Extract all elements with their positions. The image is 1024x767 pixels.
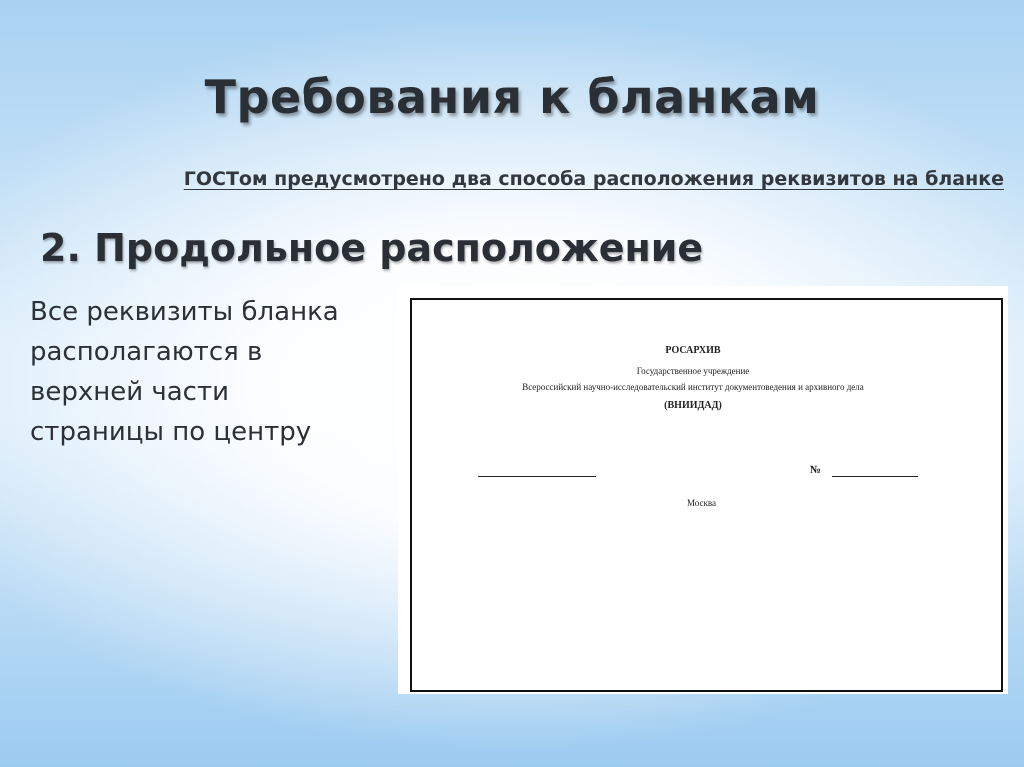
slide-title: Требования к бланкам <box>204 70 820 124</box>
org-full-name: Всероссийский научно-исследовательский институт документоведения и архивного дела <box>522 382 864 392</box>
letterhead-frame <box>410 298 1003 690</box>
section-heading: 2. Продольное расположение <box>40 226 704 270</box>
body-line: страницы по центру <box>30 417 312 447</box>
body-line: Все реквизиты бланка <box>30 297 339 327</box>
org-type: Государственное учреждение <box>636 366 750 376</box>
letterhead-bottom-border <box>410 690 1003 692</box>
number-sign: № <box>810 464 822 476</box>
date-field-line <box>478 476 596 477</box>
org-short-name: РОСАРХИВ <box>665 345 721 356</box>
body-line: верхней части <box>30 377 229 407</box>
slide-subtitle: ГОСТом предусмотрено два способа расположения реквизитов на бланке <box>183 168 1004 190</box>
body-text <box>30 292 390 452</box>
body-line: располагаются в <box>30 337 263 367</box>
org-abbreviation: (ВНИИДАД) <box>664 400 722 411</box>
city-name: Москва <box>687 498 716 508</box>
number-field-line <box>832 476 918 477</box>
letterhead-sample-image <box>398 286 1008 694</box>
